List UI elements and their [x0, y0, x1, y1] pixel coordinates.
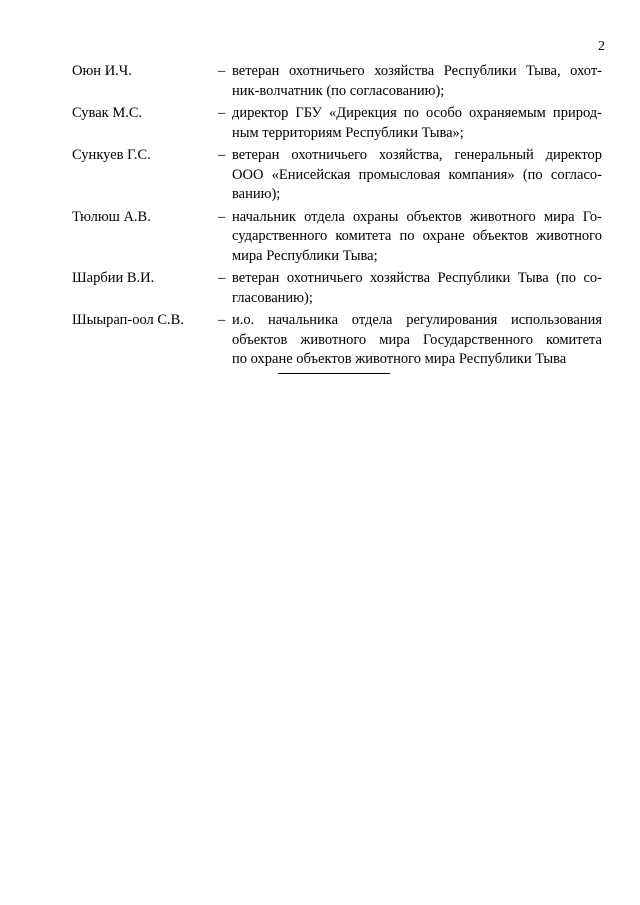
description-line: ООО «Енисейская промысловая компания» (по согласо-	[232, 166, 602, 183]
member-row	[72, 146, 602, 205]
member-name: Шарбии В.И.	[72, 270, 155, 286]
member-name: Оюн И.Ч.	[72, 63, 132, 79]
description-line: по охране объектов животного мира Республики Тыва	[232, 351, 567, 367]
description-line: объектов животного мира Государственного комитета	[232, 331, 602, 348]
description-line: сударственного комитета по охране объектов животного	[232, 228, 602, 244]
member-name: Сункуев Г.С.	[72, 147, 151, 163]
member-dash: –	[218, 63, 226, 79]
description-line: начальник отдела охраны объектов животного мира Го-	[232, 208, 602, 225]
member-dash: –	[218, 270, 226, 286]
description-line: ник-волчатник (по согласованию);	[232, 82, 445, 99]
page-number: 2	[598, 39, 605, 54]
member-dash: –	[218, 147, 226, 163]
description-line: ветеран охотничьего хозяйства Республики Тыва (по со-	[232, 270, 602, 286]
member-dash: –	[218, 208, 226, 225]
description-line: и.о. начальника отдела регулирования использования	[232, 312, 602, 328]
member-description	[232, 146, 602, 205]
member-row	[72, 311, 602, 370]
member-description	[232, 208, 602, 267]
member-dash: –	[218, 312, 226, 328]
member-dash: –	[218, 105, 226, 121]
description-line: директор ГБУ «Дирекция по особо охраняемым природ-	[232, 105, 602, 121]
member-row	[72, 62, 602, 101]
member-name: Тюлюш А.В.	[72, 208, 151, 225]
member-name: Сувак М.С.	[72, 105, 143, 121]
end-divider	[278, 373, 390, 374]
member-row	[72, 208, 602, 267]
member-list	[72, 62, 602, 373]
member-description	[232, 62, 602, 101]
description-line: мира Республики Тыва;	[232, 247, 378, 264]
description-line: гласованию);	[232, 289, 313, 306]
member-row	[72, 269, 602, 308]
member-description	[232, 269, 602, 308]
member-row	[72, 104, 602, 143]
description-line: ветеран охотничьего хозяйства, генеральный директор	[232, 147, 602, 163]
description-line: ным территориям Республики Тыва»;	[232, 124, 464, 141]
description-line: ветеран охотничьего хозяйства Республики Тыва, охот-	[232, 63, 602, 79]
member-description	[232, 311, 602, 370]
description-line: ванию);	[232, 186, 281, 202]
member-description	[232, 104, 602, 143]
member-name: Шыырап-оол С.В.	[72, 312, 184, 328]
